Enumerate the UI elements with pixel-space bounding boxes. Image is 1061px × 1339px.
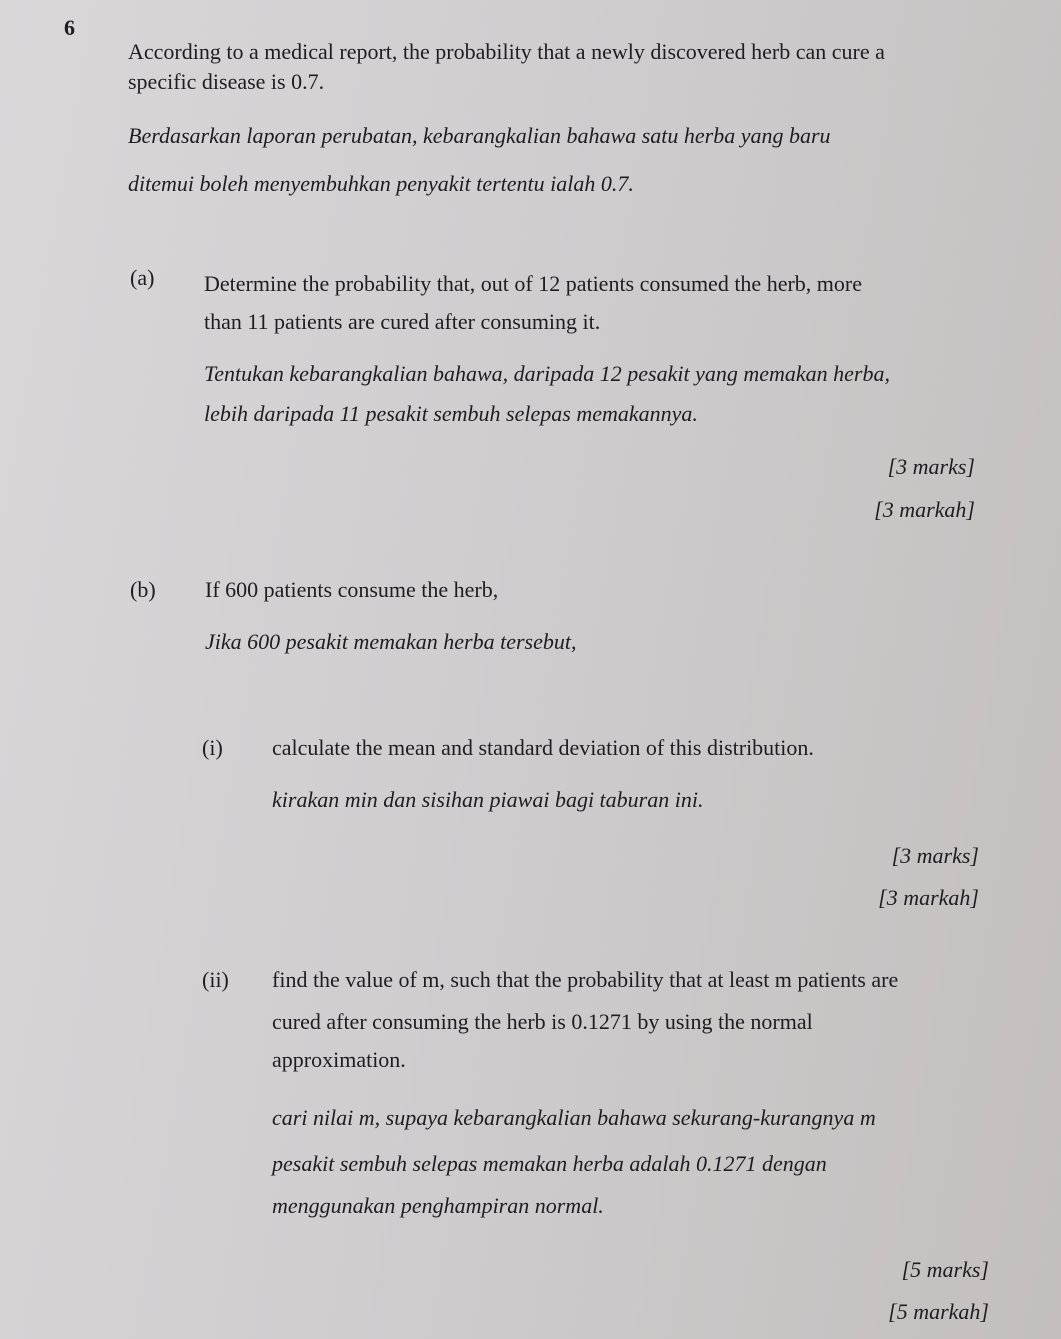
part-b-ii-marks-english: [5 marks] xyxy=(901,1257,989,1282)
part-b-ii-malay-line-1: cari nilai m, supaya kebarangkalian bahawa sekurang-kurangnya m xyxy=(272,1105,876,1130)
part-b-ii-label: (ii) xyxy=(202,967,229,992)
part-b-ii-english-line-1: find the value of m, such that the probability that at least m patients are xyxy=(272,967,899,992)
part-b-ii-marks-malay: [5 markah] xyxy=(888,1299,989,1324)
part-a-english-line-1: Determine the probability that, out of 12 patients consumed the herb, more xyxy=(204,271,862,296)
stem-malay-line-2: ditemui boleh menyembuhkan penyakit tertentu ialah 0.7. xyxy=(128,171,634,196)
part-a-label: (a) xyxy=(130,265,155,290)
part-b-ii-malay-line-2: pesakit sembuh selepas memakan herba adalah 0.1271 dengan xyxy=(272,1151,827,1176)
part-b-i-marks-english: [3 marks] xyxy=(891,843,979,868)
part-b-i-label: (i) xyxy=(202,735,223,760)
stem-english-line-1: According to a medical report, the probability that a newly discovered herb can cure a xyxy=(128,39,885,64)
part-b-english: If 600 patients consume the herb, xyxy=(205,577,499,602)
stem-malay-line-1: Berdasarkan laporan perubatan, kebarangkalian bahawa satu herba yang baru xyxy=(128,123,831,148)
part-a-malay-line-1: Tentukan kebarangkalian bahawa, daripada 12 pesakit yang memakan herba, xyxy=(204,361,890,386)
part-a-marks-english: [3 marks] xyxy=(887,454,975,479)
part-a-malay-line-2: lebih daripada 11 pesakit sembuh selepas memakannya. xyxy=(204,401,698,426)
part-b-i-malay: kirakan min dan sisihan piawai bagi taburan ini. xyxy=(272,787,704,812)
part-b-ii-english-line-3: approximation. xyxy=(272,1047,406,1072)
part-a-english-line-2: than 11 patients are cured after consuming it. xyxy=(204,309,601,334)
question-number: 6 xyxy=(64,15,75,40)
stem-english-line-2: specific disease is 0.7. xyxy=(128,69,325,94)
part-b-i-marks-malay: [3 markah] xyxy=(878,885,979,910)
part-b-ii-malay-line-3: menggunakan penghampiran normal. xyxy=(272,1193,604,1218)
part-b-ii-english-line-2: cured after consuming the herb is 0.1271 by using the normal xyxy=(272,1009,813,1034)
part-b-malay: Jika 600 pesakit memakan herba tersebut, xyxy=(205,629,577,654)
part-b-i-english: calculate the mean and standard deviation of this distribution. xyxy=(272,735,814,760)
part-a-marks-malay: [3 markah] xyxy=(874,497,975,522)
part-b-label: (b) xyxy=(130,577,156,602)
